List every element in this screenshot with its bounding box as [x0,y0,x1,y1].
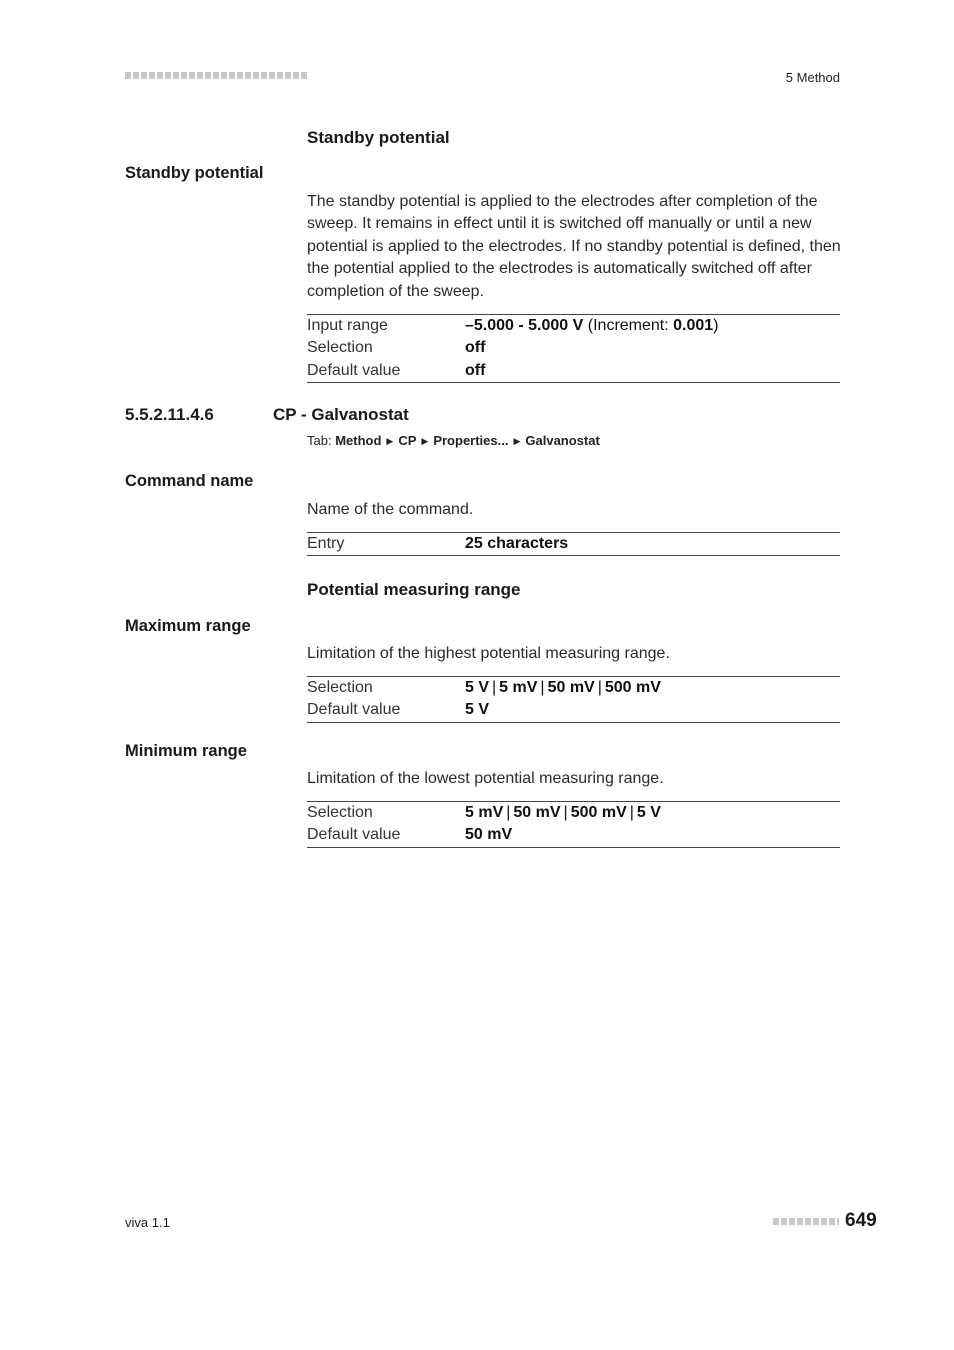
standby-description: The standby potential is applied to the electrodes after completion of the sweep. It remains in effect until it is switched off manually or until a new potential is applied to the electrodes. If no standby potential is defined, then the potential applied to the electrodes is automatically switched off after completion of the sweep. [307,193,841,300]
triangle-right-icon: ▶ [386,436,394,446]
selection-label: Selection [307,339,373,357]
triangle-right-icon: ▶ [513,436,521,446]
selection-label: Selection [307,679,373,696]
separator: | [629,804,634,821]
tab-path-item: CP [398,433,417,448]
chapter-header: 5 Method [785,70,840,85]
maximum-range-description: Limitation of the highest potential measuring range. [307,645,670,662]
increment-suffix: ) [713,317,719,334]
selection-row [307,337,840,359]
tab-path-item: Method [335,433,382,448]
separator: | [492,679,497,696]
option: 500 mV [570,804,627,821]
standby-param-table [307,314,840,383]
minimum-range-title: Minimum range [125,742,247,760]
tab-prefix: Tab: [307,433,332,448]
maximum-range-table [307,676,840,723]
default-value: off [465,361,486,379]
input-range-bounds: –5.000 - 5.000 V [465,317,584,334]
selection-label: Selection [307,804,373,821]
increment-value: 0.001 [673,317,714,334]
triangle-right-icon: ▶ [421,436,429,446]
default-row [307,360,840,382]
option: 5 V [636,804,661,821]
footer-product: viva 1.1 [125,1215,170,1230]
page-number: 649 [845,1210,877,1231]
command-name-table [307,532,840,556]
increment-prefix: (Increment: [587,317,674,334]
input-range-label: Input range [307,317,388,334]
selection-row [307,677,840,699]
option: 500 mV [604,679,661,696]
footer-decoration [773,1218,839,1225]
section-number: 5.5.2.11.4.6 [125,405,214,424]
option: 5 mV [465,804,504,821]
section-title: CP - Galvanostat [273,405,409,424]
header-decoration [125,72,307,79]
default-label: Default value [307,361,401,379]
option: 5 V [465,679,490,696]
command-name-title: Command name [125,472,254,490]
standby-subheading: Standby potential [307,128,450,147]
option: 50 mV [547,679,595,696]
default-value: 5 V [465,701,490,719]
entry-row [307,533,840,555]
selection-options [465,802,840,824]
selection-options [465,677,840,699]
option: 50 mV [513,804,561,821]
minimum-range-description: Limitation of the lowest potential measuring range. [307,770,664,787]
input-range-value [465,315,840,337]
selection-row [307,802,840,824]
separator: | [540,679,545,696]
potential-range-subheading: Potential measuring range [307,580,521,599]
input-range-row [307,315,840,337]
entry-label: Entry [307,535,345,552]
tab-path [307,433,600,448]
separator: | [563,804,568,821]
minimum-range-table [307,801,840,848]
command-name-description: Name of the command. [307,501,474,518]
entry-value: 25 characters [465,535,569,552]
default-value: 50 mV [465,826,513,844]
standby-param-title: Standby potential [125,164,264,182]
tab-path-item: Galvanostat [525,433,600,448]
maximum-range-title: Maximum range [125,617,251,635]
default-row [307,699,840,721]
default-row [307,824,840,846]
default-label: Default value [307,826,401,844]
option: 5 mV [499,679,538,696]
separator: | [506,804,511,821]
separator: | [597,679,602,696]
default-label: Default value [307,701,401,719]
selection-value: off [465,339,486,357]
tab-path-item: Properties... [433,433,509,448]
